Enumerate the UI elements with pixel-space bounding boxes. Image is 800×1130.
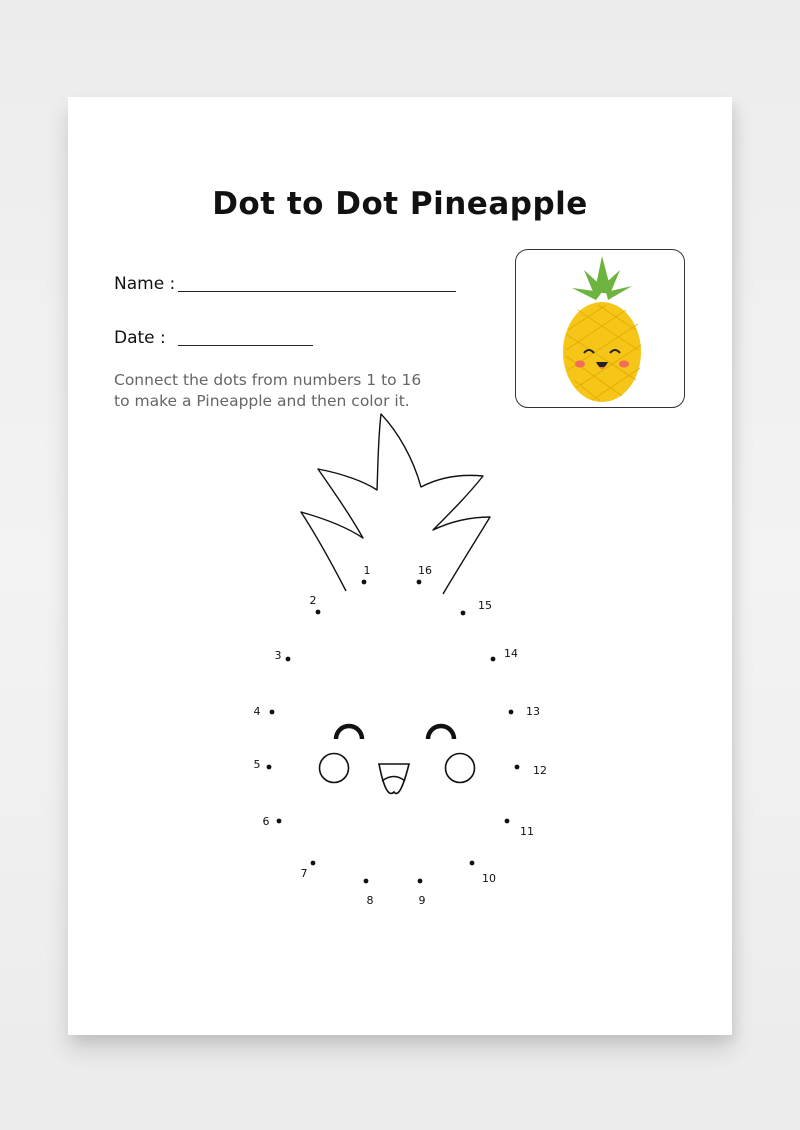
left-eye-icon bbox=[336, 726, 362, 739]
dot-13 bbox=[509, 710, 514, 715]
dot-6 bbox=[277, 819, 282, 824]
dot-9 bbox=[418, 879, 423, 884]
dot-label-3: 3 bbox=[274, 649, 282, 662]
right-eye-icon bbox=[428, 726, 454, 739]
dot-label-2: 2 bbox=[309, 594, 317, 607]
dot-label-13: 13 bbox=[526, 705, 540, 718]
dot-15 bbox=[461, 611, 466, 616]
tongue-icon bbox=[382, 777, 405, 782]
dot-label-5: 5 bbox=[253, 758, 261, 771]
dot-2 bbox=[316, 610, 321, 615]
pineapple-crown-outline bbox=[301, 414, 490, 594]
dot-label-15: 15 bbox=[478, 599, 492, 612]
instructions-line-1: Connect the dots from numbers 1 to 16 bbox=[114, 371, 422, 389]
dot-11 bbox=[505, 819, 510, 824]
instructions-line-2: to make a Pineapple and then color it. bbox=[114, 392, 410, 410]
dot-16 bbox=[417, 580, 422, 585]
dot-14 bbox=[491, 657, 496, 662]
dots-layer bbox=[254, 564, 548, 907]
dot-label-4: 4 bbox=[253, 705, 261, 718]
dot-5 bbox=[267, 765, 272, 770]
date-label: Date : bbox=[114, 328, 166, 348]
dot-8 bbox=[364, 879, 369, 884]
dot-label-1: 1 bbox=[363, 564, 371, 577]
dot-1 bbox=[362, 580, 367, 585]
dot-10 bbox=[470, 861, 475, 866]
dot-label-16: 16 bbox=[418, 564, 432, 577]
worksheet-title: Dot to Dot Pineapple bbox=[212, 186, 588, 222]
dot-12 bbox=[515, 765, 520, 770]
dot-7 bbox=[311, 861, 316, 866]
dot-label-10: 10 bbox=[482, 872, 496, 885]
dot-label-14: 14 bbox=[504, 647, 518, 660]
dot-label-8: 8 bbox=[366, 894, 374, 907]
name-label: Name : bbox=[114, 274, 176, 294]
dot-3 bbox=[286, 657, 291, 662]
dot-label-9: 9 bbox=[418, 894, 426, 907]
left-cheek-icon bbox=[320, 754, 349, 783]
right-cheek-icon bbox=[446, 754, 475, 783]
dot-label-11: 11 bbox=[520, 825, 534, 838]
dot-4 bbox=[270, 710, 275, 715]
mouth-icon bbox=[379, 764, 409, 793]
dot-label-7: 7 bbox=[300, 867, 308, 880]
dot-label-6: 6 bbox=[262, 815, 270, 828]
dot-label-12: 12 bbox=[533, 764, 547, 777]
pineapple-face bbox=[320, 726, 475, 793]
